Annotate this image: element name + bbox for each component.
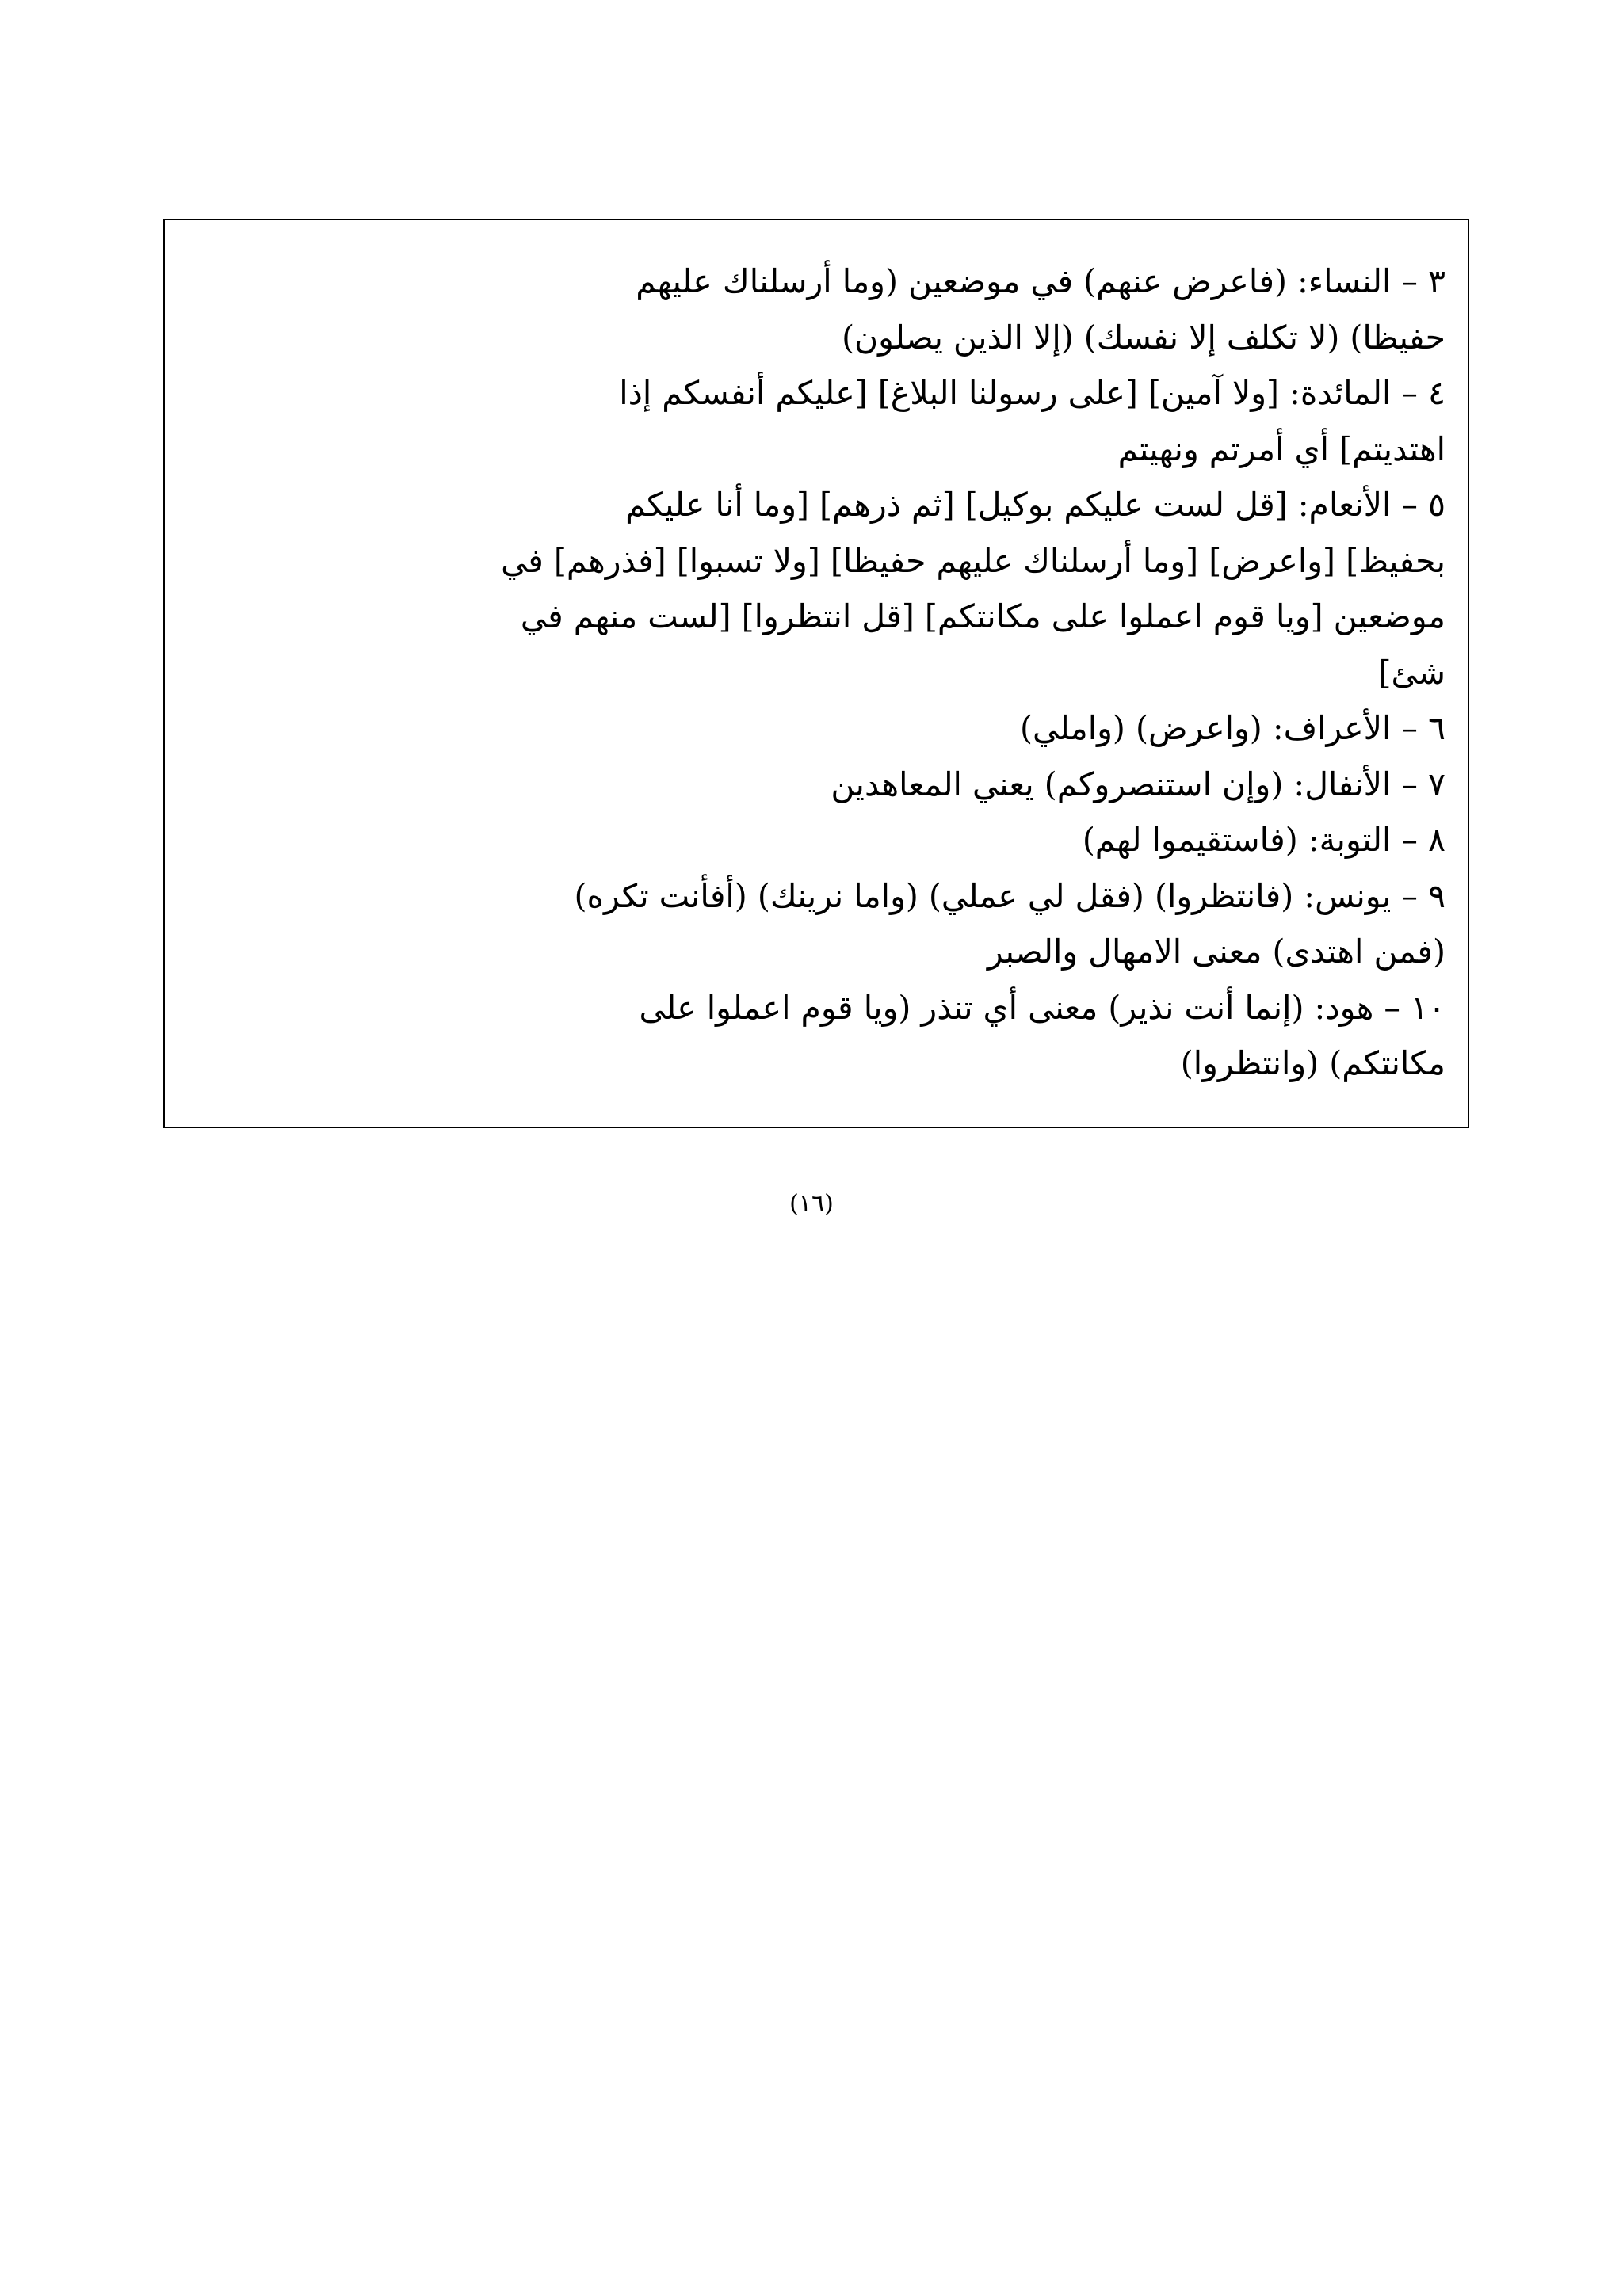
text-line: ٣ – النساء: (فاعرض عنهم) في موضعين (وما أرسلناك عليهم <box>636 262 1445 300</box>
page-number: (١٦) <box>789 1190 834 1218</box>
text-line: ٤ – المائدة: [ولا آمين] [على رسولنا البلاغ] [عليكم أنفسكم إذا <box>619 374 1445 412</box>
text-line: (فمن اهتدى) معنى الامهال والصبر <box>987 933 1445 971</box>
text-line: موضعين [ويا قوم اعملوا على مكانتكم] [قل انتظروا] [لست منهم في <box>520 597 1445 635</box>
text-line: ٨ – التوبة: (فاستقيموا لهم) <box>1082 821 1445 859</box>
text-line: ٦ – الأعراف: (واعرض) (واملي) <box>1020 709 1445 747</box>
text-line: حفيظا) (لا تكلف إلا نفسك) (إلا الذين يصلون) <box>842 318 1445 357</box>
text-line: ٧ – الأنفال: (وإن استنصروكم) يعني المعاهدين <box>831 765 1445 803</box>
text-line: بحفيظ] [واعرض] [وما أرسلناك عليهم حفيظا] [ولا تسبوا] [فذرهم] في <box>501 541 1445 580</box>
text-line: ٩ – يونس: (فانتظروا) (فقل لي عملي) (واما نرينك) (أفأنت تكره) <box>574 876 1445 915</box>
text-line: ٥ – الأنعام: [قل لست عليكم بوكيل] [ثم ذرهم] [وما أنا عليكم <box>625 486 1445 524</box>
text-line: ١٠ – هود: (إنما أنت نذير) معنى أي تنذر (ويا قوم اعملوا على <box>639 988 1445 1027</box>
text-line: شئ] <box>1378 653 1445 692</box>
text-line: مكانتكم) (وانتظروا) <box>1180 1044 1445 1082</box>
text-line: اهتديتم] أي أمرتم ونهيتم <box>1117 429 1445 468</box>
text-box <box>163 219 1469 1128</box>
text-box-content <box>415 254 1445 1092</box>
